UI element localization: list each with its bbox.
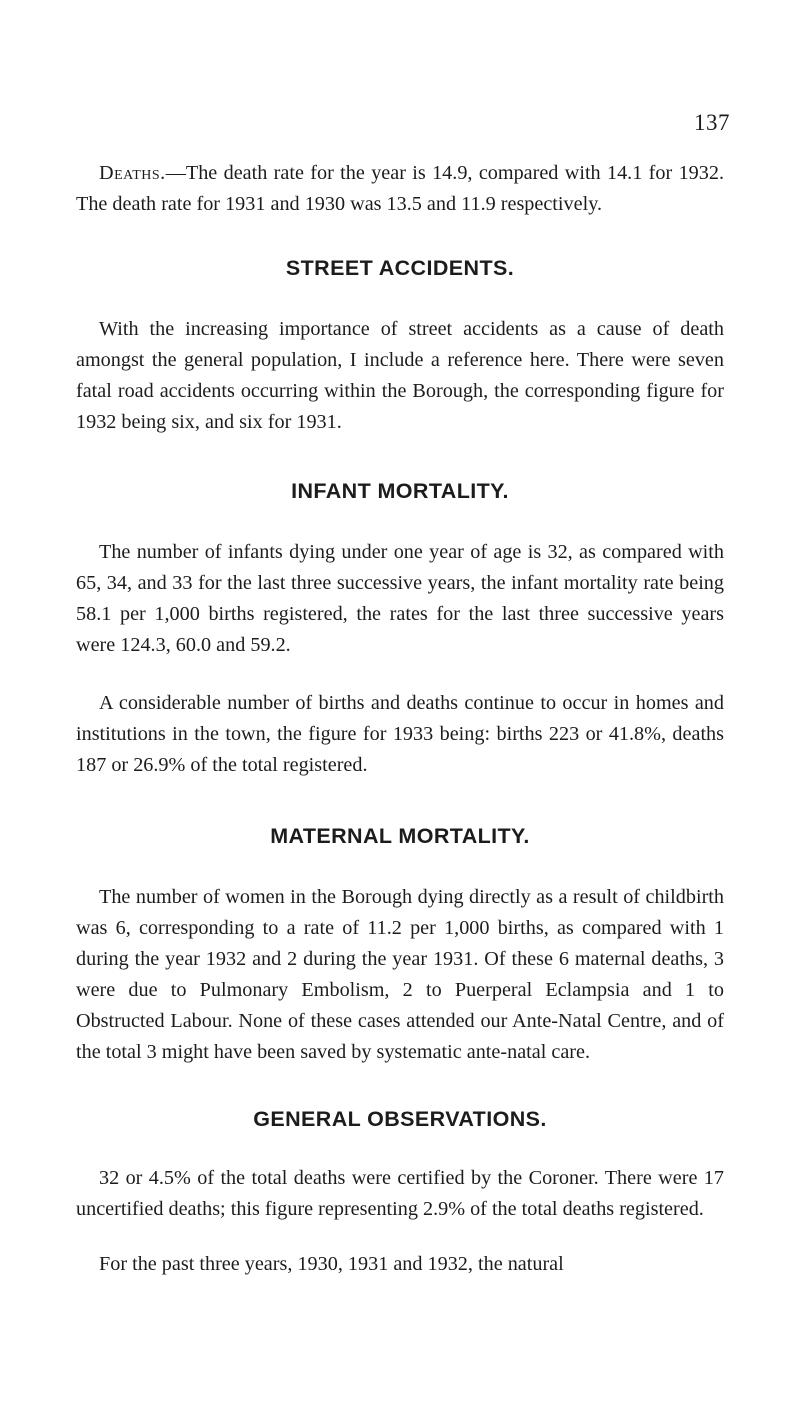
street-accidents-heading: STREET ACCIDENTS. [285,256,515,280]
deaths-lead: Deaths. [99,162,166,184]
maternal-mortality-paragraph: The number of women in the Borough dying directly as a result of childbirth was 6, corresponding to a rate of 11.2 per 1,000 births, as compared with 1 during the year 1932 and 2 during the year 1931. Of these 6 maternal deaths, 3 were due to Pulmonary Embolism, 2 to Puerperal Eclampsia and 1 to Obstructed Labour. None of these cases attended our Ante-Natal Centre, and of the total 3 might have been saved by systematic ante-natal care. [76,886,724,1063]
infant-mortality-paragraph-1: The number of infants dying under one year of age is 32, as compared with 65, 34, and 33 for the last three successive years, the infant mortality rate being 58.1 per 1,000 births registered, the rates for the last three successive years were 124.3, 60.0 and 59.2. [76,541,724,656]
general-observations-paragraph-1: 32 or 4.5% of the total deaths were certified by the Coroner. There were 17 uncertified deaths; this figure representing 2.9% of the total deaths registered. [76,1167,724,1220]
page-body [76,158,724,1280]
general-observations-heading: GENERAL OBSERVATIONS. [253,1107,547,1131]
deaths-paragraph [76,158,724,220]
page-number: 137 [694,110,730,135]
infant-mortality-paragraph-2: A considerable number of births and deaths continue to occur in homes and institutions in the town, the figure for 1933 being: births 223 or 41.8%, deaths 187 or 26.9% of the total registered. [76,692,724,776]
deaths-text: —The death rate for the year is 14.9, compared with 14.1 for 1932. The death rate for 1931 and 1930 was 13.5 and 11.9 respectively. [76,162,724,215]
infant-mortality-heading: INFANT MORTALITY. [291,479,509,503]
general-observations-paragraph-2: For the past three years, 1930, 1931 and 1932, the natural [99,1253,564,1275]
maternal-mortality-heading: MATERNAL MORTALITY. [270,824,530,848]
street-accidents-paragraph: With the increasing importance of street accidents as a cause of death amongst the general population, I include a reference here. There were seven fatal road accidents occurring within the Borough, the corresponding figure for 1932 being six, and six for 1931. [76,318,724,433]
